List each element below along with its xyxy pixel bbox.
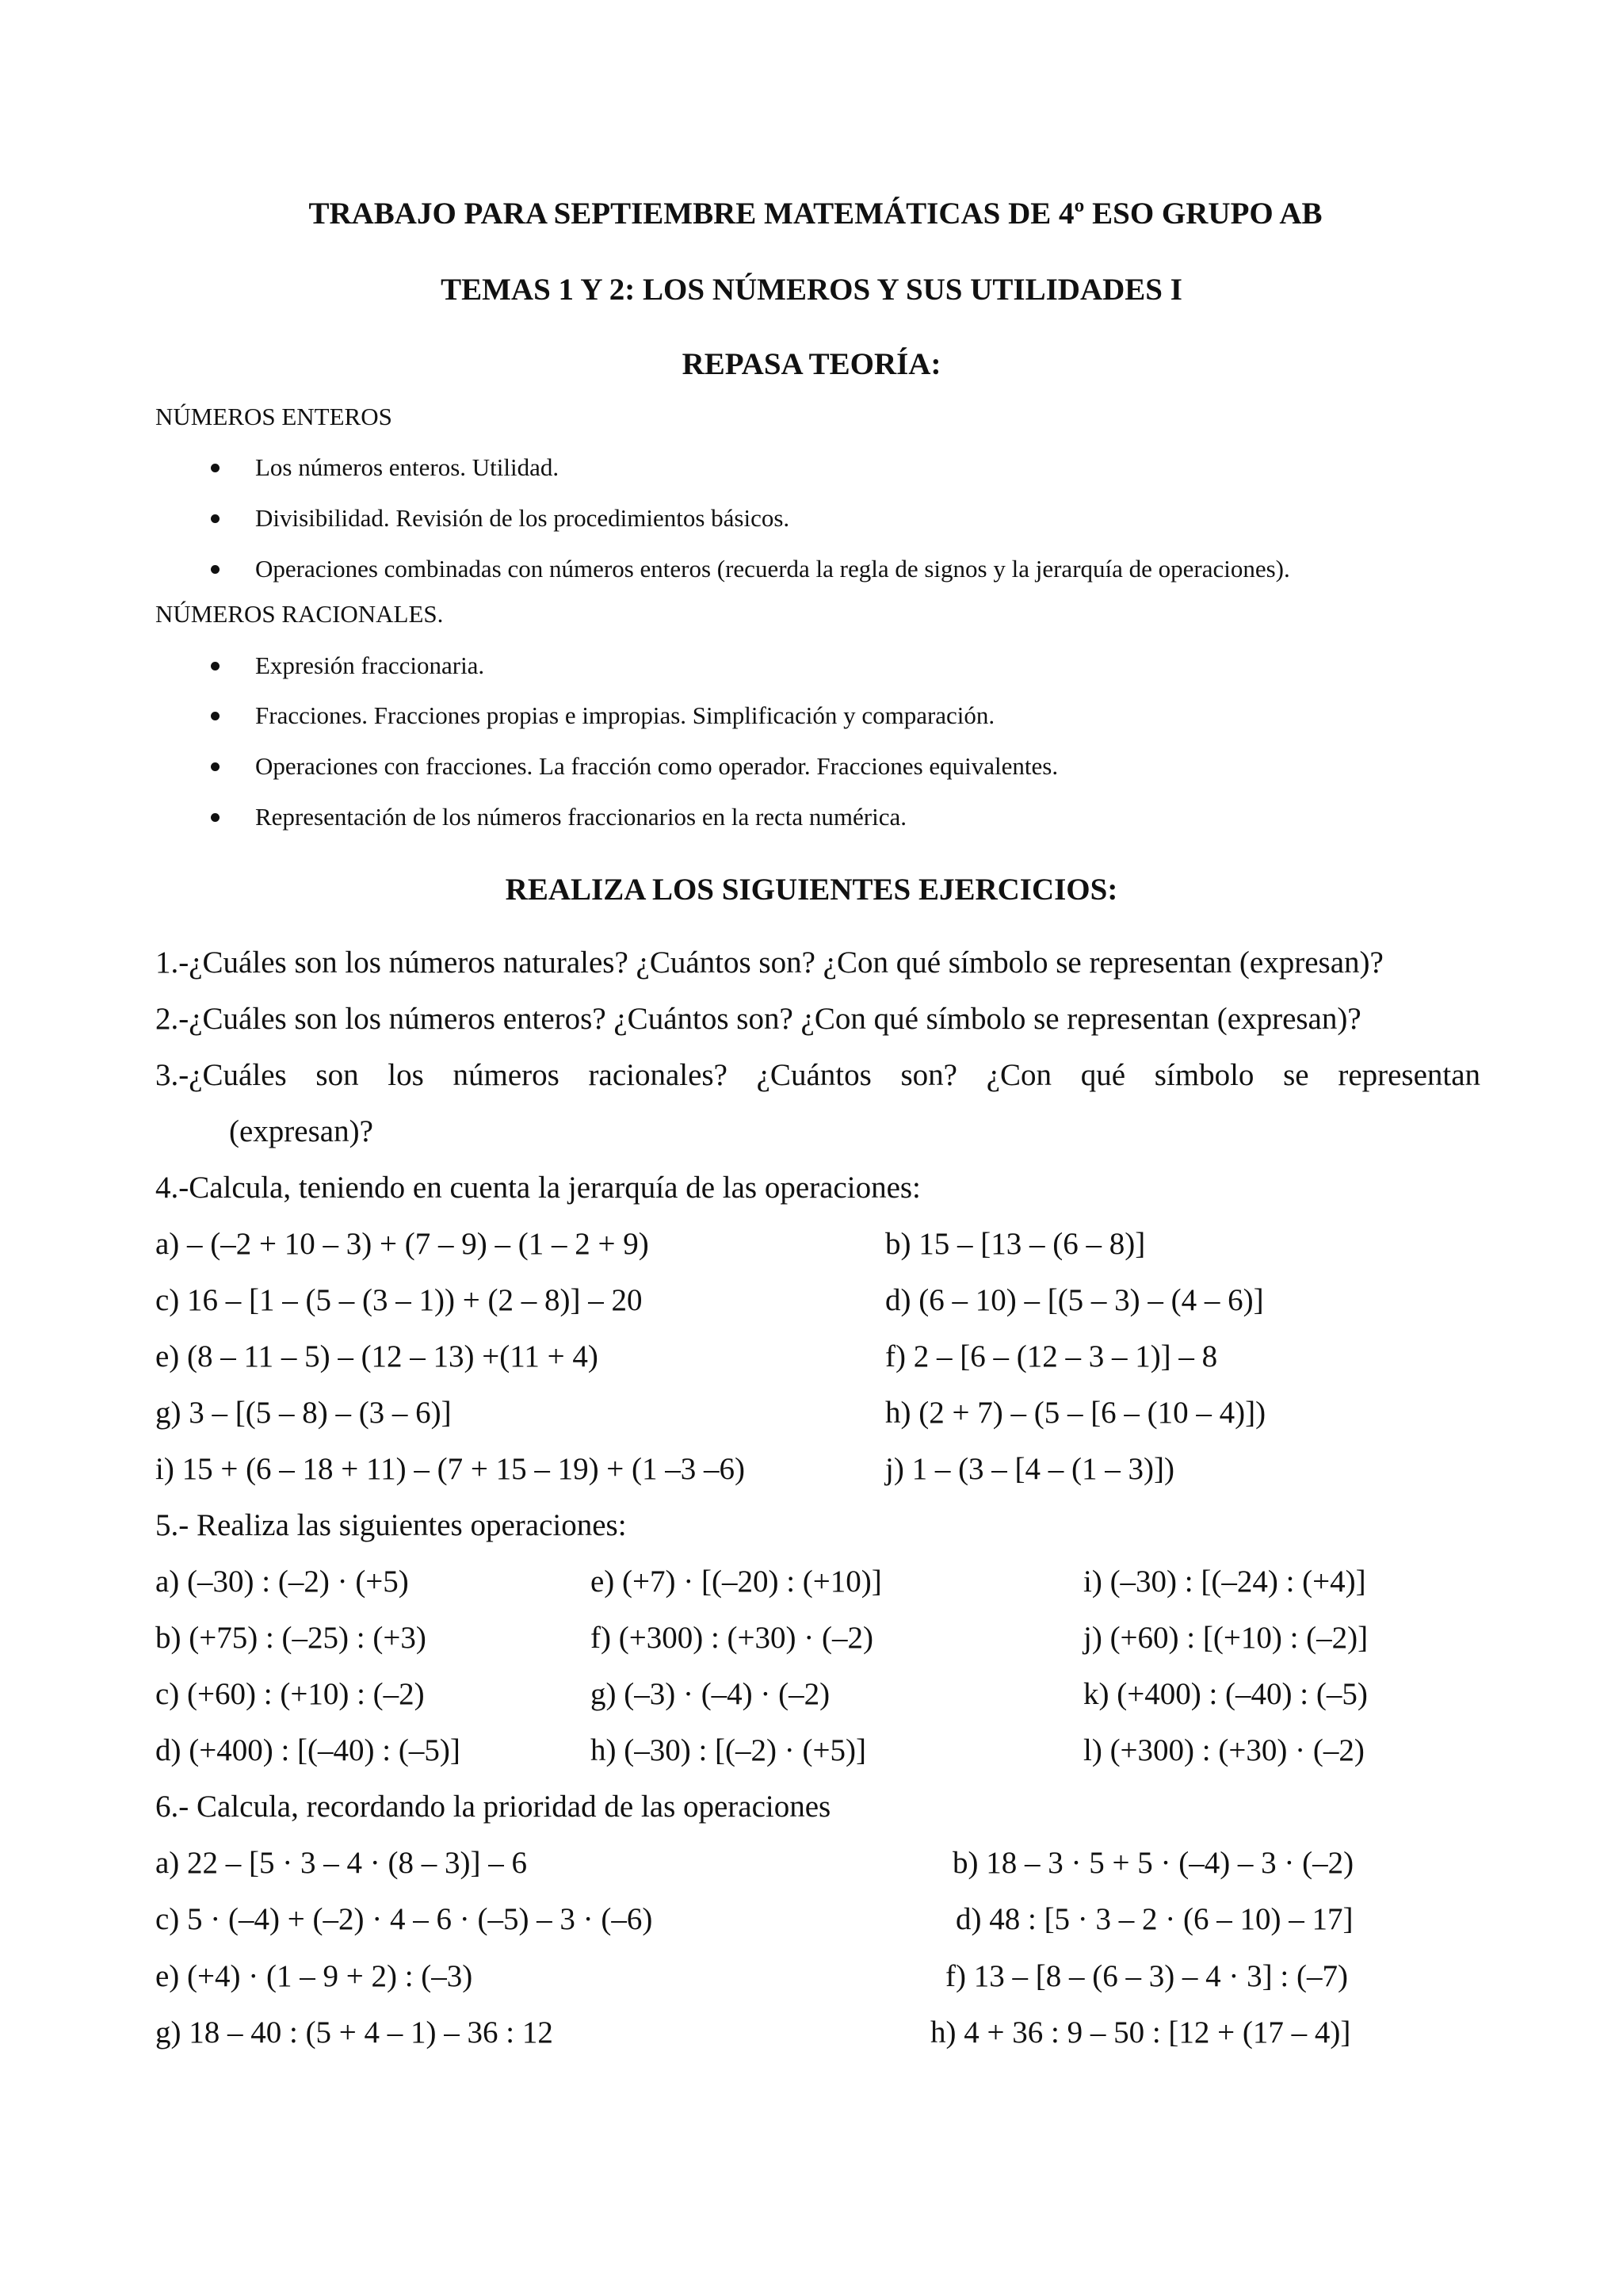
- exercise-item: c) (+60) : (+10) : (–2): [155, 1677, 425, 1711]
- bullet-icon: [211, 565, 220, 574]
- exercise-item: b) 15 – [13 – (6 – 8)]: [885, 1227, 1146, 1261]
- exercises-heading: REALIZA LOS SIGUIENTES EJERCICIOS:: [505, 873, 1118, 907]
- review-theory-heading: REPASA TEORÍA:: [682, 347, 941, 381]
- exercise-item: k) (+400) : (–40) : (–5): [1083, 1677, 1368, 1711]
- exercise-item: c) 5 · (–4) + (–2) · 4 – 6 · (–5) – 3 · (–6): [155, 1902, 653, 1936]
- exercise-4-title: 4.-Calcula, teniendo en cuenta la jerarquía de las operaciones:: [155, 1171, 921, 1205]
- exercise-item: j) 1 – (3 – [4 – (1 – 3)]): [885, 1452, 1174, 1486]
- exercise-item: h) 4 + 36 : 9 – 50 : [12 + (17 – 4)]: [930, 2015, 1351, 2050]
- exercise-item: f) (+300) : (+30) · (–2): [590, 1621, 873, 1655]
- exercise-item: c) 16 – [1 – (5 – (3 – 1)) + (2 – 8)] – 20: [155, 1283, 643, 1317]
- exercise-6-title: 6.- Calcula, recordando la prioridad de las operaciones: [155, 1790, 831, 1824]
- exercise-item: e) (8 – 11 – 5) – (12 – 13) +(11 + 4): [155, 1339, 598, 1373]
- worksheet-page: TRABAJO PARA SEPTIEMBRE MATEMÁTICAS DE 4º ESO GRUPO AB TEMAS 1 Y 2: LOS NÚMEROS Y SUS UTILIDADES I REPASA TEORÍA: NÚMEROS ENTEROS Los números enteros. Utilidad. Divisibilidad. Revisión de los procedimientos básicos. Operaciones combinadas con números enteros (recuerda la regla de signos y la jerarquía de operaciones). NÚMEROS RACIONALES. Expresión fraccionaria. Fracciones. Fracciones propias e impropias. Simplificación y comparación. Operaciones con fracciones. La fracción como operador. Fracciones equivalentes. Representación de los números fraccionarios en la recta numérica. REALIZA LOS SIGUIENTES EJERCICIOS: 1.-¿Cuáles son los números naturales? ¿Cuántos son? ¿Con qué símbolo se representan (expresan)? 2.-¿Cuáles son los números enteros? ¿Cuántos son? ¿Con qué símbolo se representan (expresan)? 3.-¿Cuáles son los números racionales? ¿Cuántos son? ¿Con qué símbolo se representan (expresan)? 4.-Calcula, teniendo en cuenta la jerarquía de las operaciones: a) – (–2 + 10 – 3) + (7 – 9) – (1 – 2 + 9) b) 15 – [13 – (6 – 8)] c) 16 – [1 – (5 – (3 – 1)) + (2 – 8)] – 20 d) (6 – 10) – [(5 – 3) – (4 – 6)] e) (8 – 11 – 5) – (12 – 13) +(11 + 4) f) 2 – [6 – (12 – 3 – 1)] – 8 g) 3 – [(5 – 8) – (3 – 6)] h) (2 + 7) – (5 – [6 – (10 – 4)]) i) 15 + (6 – 18 + 11) – (7 + 15 – 19) + (1 –3 –6) j) 1 – (3 – [4 – (1 – 3)]) 5.- Realiza las siguientes operaciones: a) (–30) : (–2) · (+5) e) (+7) · [(–20) : (+10)] i) (–30) : [(–24) : (+4)] b) (+75) : (–25) : (+3) f) (+300) : (+30) · (–2) j) (+60) : [(+10) : (–2)] c) (+60) : (+10) : (–2) g) (–3) · (–4) · (–2) k) (+400) : (–40) : (–5) d) (+400) : [(–40) : (–5)] h) (–30) : [(–2) · (+5)] l) (+300) : (+30) · (–2) 6.- Calcula, recordando la prioridad de las operaciones a) 22 – [5 · 3 – 4 · (8 – 3)] – 6 b) 18 – 3 · 5 + 5 · (–4) – 3 · (–2) c) 5 · (–4) + (–2) · 4 – 6 · (–5) – 3 · (–6) d) 48 : [5 · 3 – 2 · (6 – 10) – 17] e) (+4) · (1 – 9 + 2) : (–3) f) 13 – [8 – (6 – 3) – 4 · 3] : (–7) g) 18 – 40 : (5 + 4 – 1) – 36 : 12 h) 4 + 36 : 9 – 50 : [12 + (17 – 4)]: [0, 0, 1623, 2296]
- exercise-item: d) (+400) : [(–40) : (–5)]: [155, 1733, 460, 1767]
- worksheet-title: TRABAJO PARA SEPTIEMBRE MATEMÁTICAS DE 4º ESO GRUPO AB: [308, 197, 1323, 231]
- exercise-item: i) 15 + (6 – 18 + 11) – (7 + 15 – 19) + (1 –3 –6): [155, 1452, 746, 1486]
- question-3-continuation: (expresan)?: [229, 1114, 373, 1148]
- exercise-item: e) (+7) · [(–20) : (+10)]: [590, 1564, 882, 1599]
- exercise-item: a) 22 – [5 · 3 – 4 · (8 – 3)] – 6: [155, 1846, 527, 1880]
- exercise-item: h) (–30) : [(–2) · (+5)]: [590, 1733, 866, 1767]
- bullet-icon: [211, 813, 220, 822]
- exercise-item: l) (+300) : (+30) · (–2): [1083, 1733, 1365, 1767]
- exercise-item: b) 18 – 3 · 5 + 5 · (–4) – 3 · (–2): [953, 1846, 1354, 1880]
- exercise-item: d) (6 – 10) – [(5 – 3) – (4 – 6)]: [885, 1283, 1264, 1317]
- exercise-item: d) 48 : [5 · 3 – 2 · (6 – 10) – 17]: [956, 1902, 1354, 1936]
- exercise-item: a) – (–2 + 10 – 3) + (7 – 9) – (1 – 2 + 9): [155, 1227, 649, 1261]
- exercise-item: g) (–3) · (–4) · (–2): [590, 1677, 831, 1711]
- exercise-item: i) (–30) : [(–24) : (+4)]: [1083, 1564, 1366, 1599]
- question-3: 3.-¿Cuáles son los números racionales? ¿Cuántos son? ¿Con qué símbolo se representan: [155, 1058, 1481, 1092]
- bullet-icon: [211, 762, 220, 771]
- exercise-item: g) 3 – [(5 – 8) – (3 – 6)]: [155, 1396, 452, 1430]
- rationals-heading: NÚMEROS RACIONALES.: [155, 600, 444, 628]
- exercise-item: h) (2 + 7) – (5 – [6 – (10 – 4)]): [885, 1396, 1266, 1430]
- bullet-icon: [211, 464, 220, 472]
- question-2: 2.-¿Cuáles son los números enteros? ¿Cuántos son? ¿Con qué símbolo se representan (expresan)?: [155, 1002, 1361, 1036]
- exercise-item: e) (+4) · (1 – 9 + 2) : (–3): [155, 1959, 473, 1993]
- integers-heading: NÚMEROS ENTEROS: [155, 403, 392, 430]
- exercise-item: f) 2 – [6 – (12 – 3 – 1)] – 8: [885, 1339, 1218, 1373]
- question-1: 1.-¿Cuáles son los números naturales? ¿Cuántos son? ¿Con qué símbolo se representan (expresan)?: [155, 946, 1384, 980]
- bullet-icon: [211, 662, 220, 670]
- exercise-item: f) 13 – [8 – (6 – 3) – 4 · 3] : (–7): [945, 1959, 1348, 1993]
- bullet-icon: [211, 514, 220, 523]
- exercise-item: a) (–30) : (–2) · (+5): [155, 1564, 409, 1599]
- topics-subtitle: TEMAS 1 Y 2: LOS NÚMEROS Y SUS UTILIDADES I: [441, 273, 1182, 307]
- exercise-item: g) 18 – 40 : (5 + 4 – 1) – 36 : 12: [155, 2015, 553, 2050]
- bullet-icon: [211, 712, 220, 720]
- exercise-item: b) (+75) : (–25) : (+3): [155, 1621, 426, 1655]
- exercise-item: j) (+60) : [(+10) : (–2)]: [1083, 1621, 1369, 1655]
- exercise-5-title: 5.- Realiza las siguientes operaciones:: [155, 1508, 627, 1542]
